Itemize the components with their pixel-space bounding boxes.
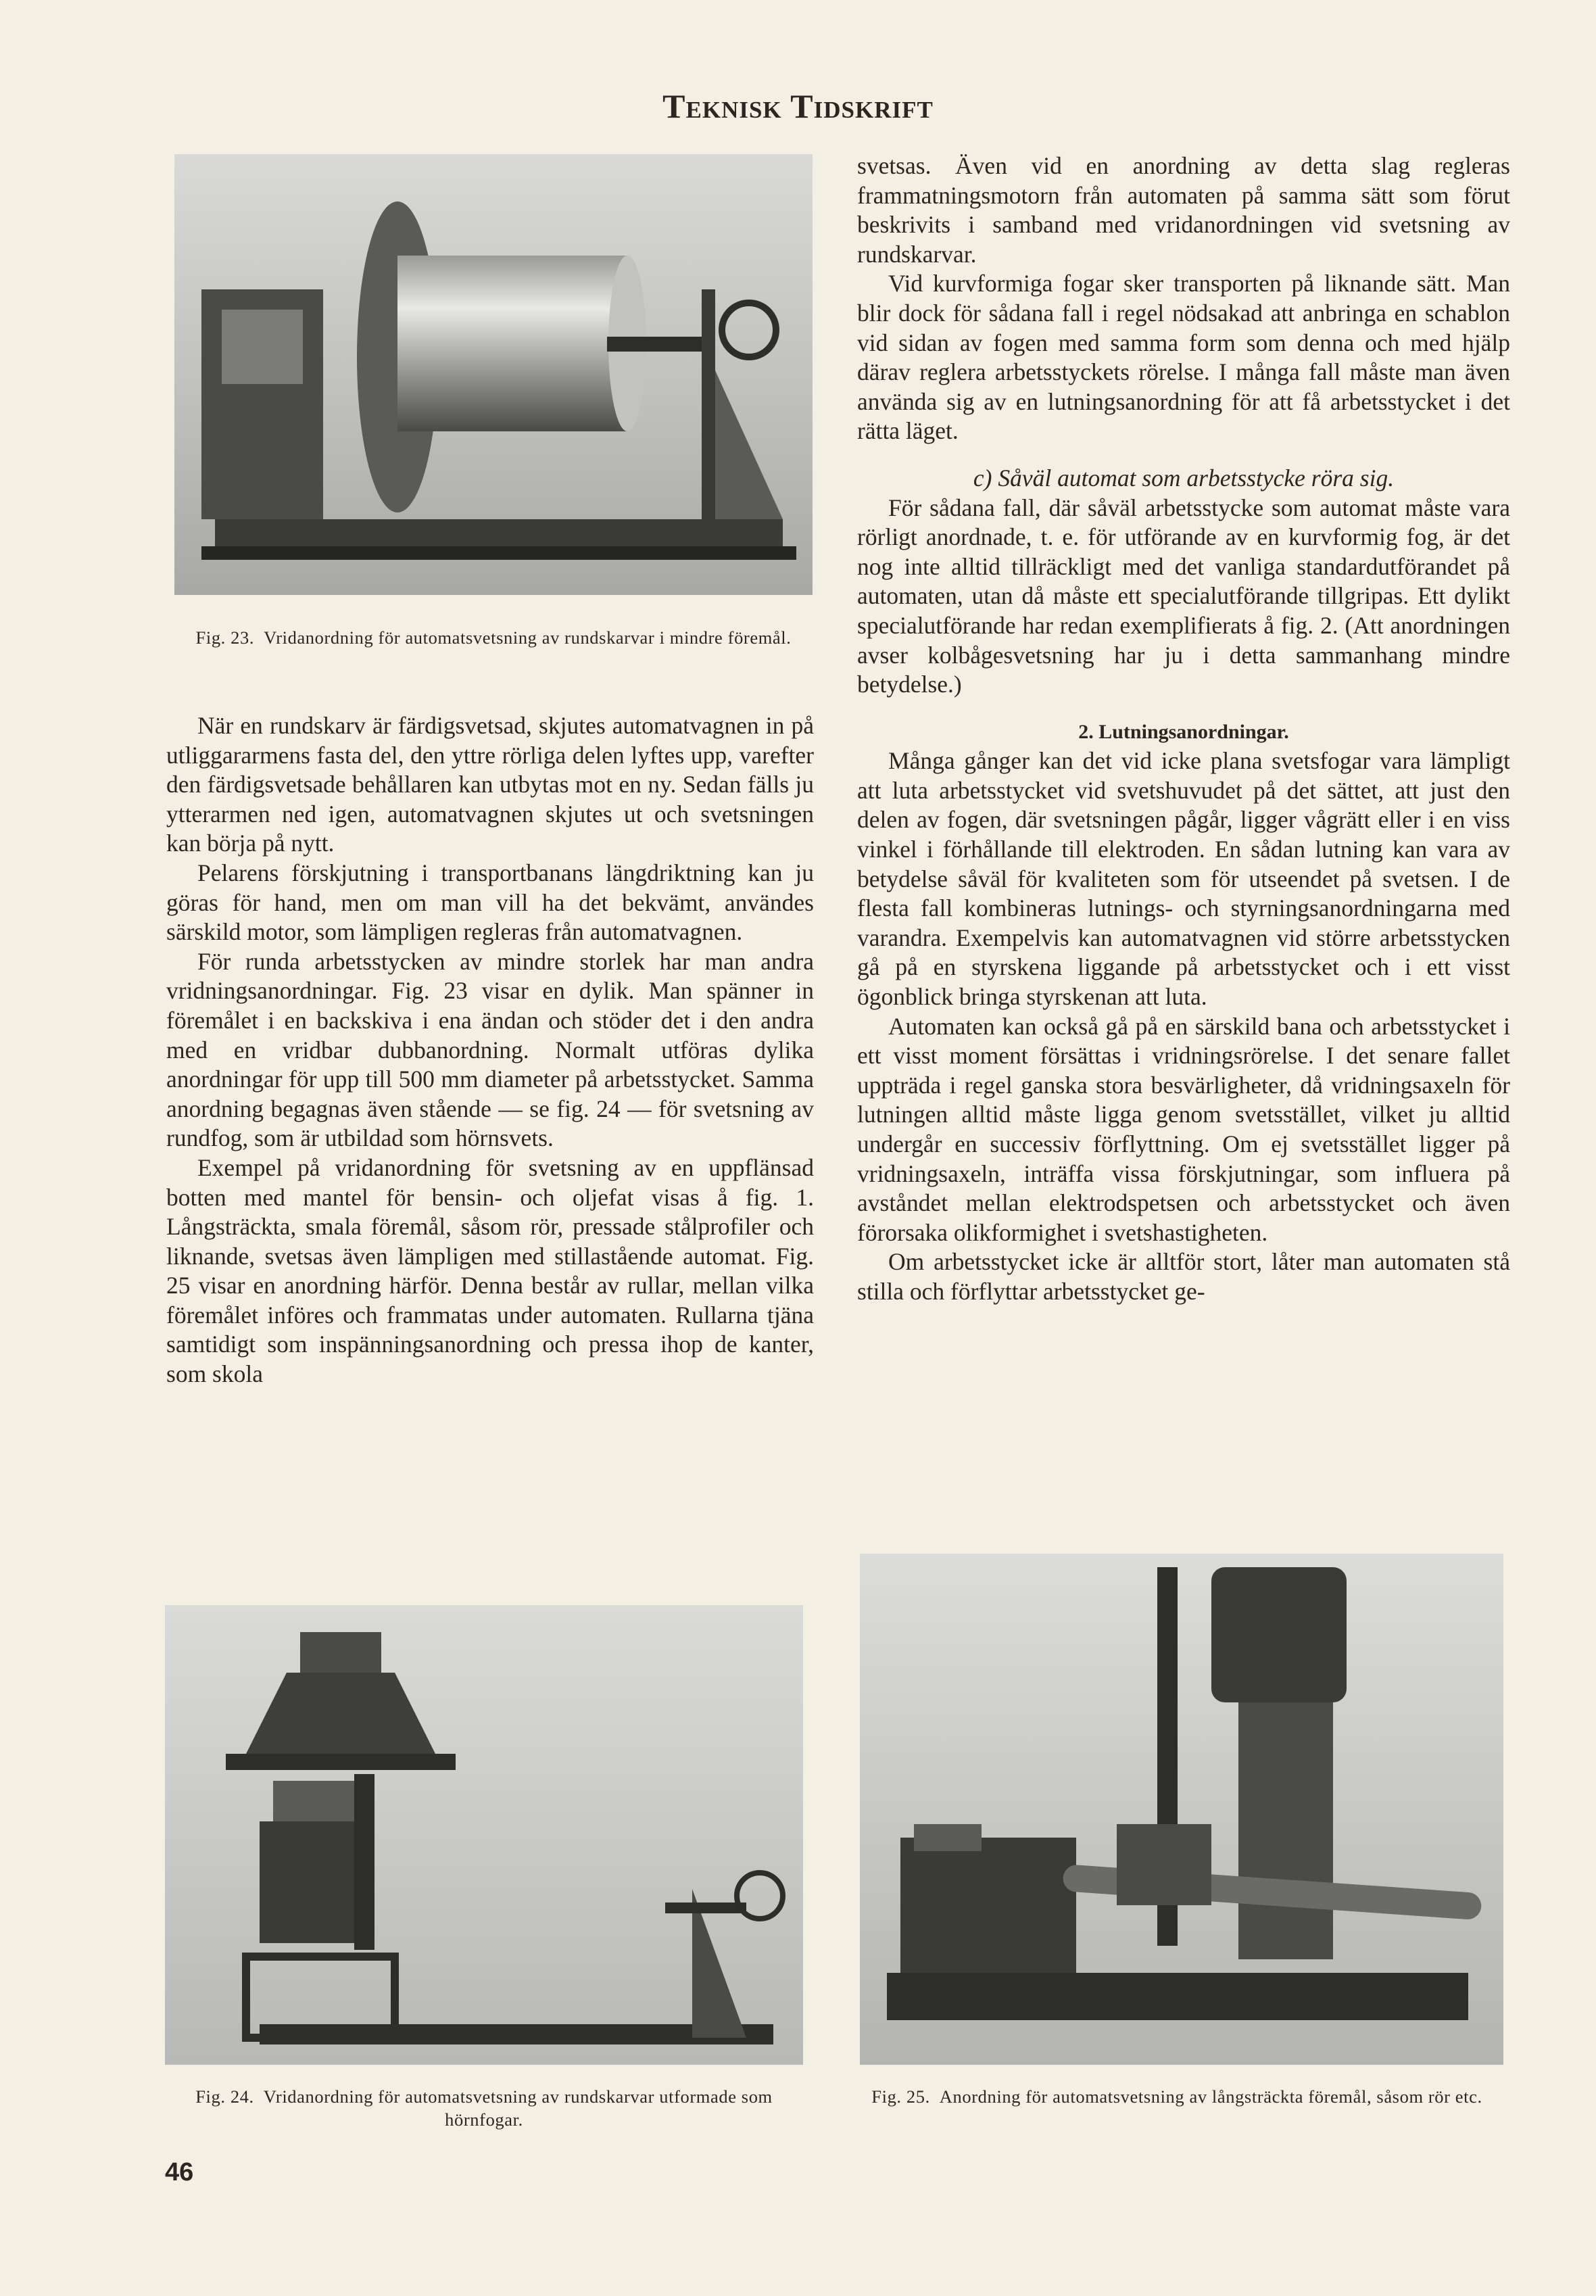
right-paragraph: Många gånger kan det vid icke plana svetsfogar vara lämpligt att luta arbetsstycket vid svetshuvudet på det sättet, att just den delen av fogen, där svetsningen pågår, ligger vågrätt eller i en viss vinkel i förhållande till elektroden. En sådan lutning kan vara av betydelse såväl för kvaliteten som för utseendet på svetsen. I de flesta fall kombineras lutnings- och styrningsanordningarna med varandra. Exempelvis kan automatvagnen vid större arbetsstycken gå på en styrskena liggande på arbetsstycket och i ett visst ögonblick bringa styrskenan att luta. bbox=[857, 747, 1510, 1011]
fig24-photo bbox=[165, 1605, 803, 2065]
left-paragraph: Exempel på vridanordning för svetsning av en uppflänsad botten med mantel för bensin- och oljefat visas å fig. 1. Långsträckta, smala föremål, såsom rör, pressade stålprofiler och liknande, svetsas även lämpligen med stillastående automat. Fig. 25 visar en anordning härför. Denna består av rullar, mellan vilka föremålet införes och frammatas under automaten. Rullarna tjäna samtidigt som inspänningsanordning och pressa ihop de kanter, som skola bbox=[166, 1153, 814, 1388]
section-heading-2: 2. Lutningsanordningar. bbox=[1078, 720, 1289, 743]
fig25-caption bbox=[850, 2085, 1503, 2108]
fig24-text: Vridanordning för automatsvetsning av rundskarvar utformade som hörnfogar. bbox=[263, 2086, 773, 2130]
left-column bbox=[166, 711, 814, 1389]
left-paragraph: När en rundskarv är färdigsvetsad, skjutes automatvagnen in på utliggararmens fasta del, den yttre rörliga delen lyftes upp, varefter den färdigsvetsade behållaren kan utbytas mot en ny. Sedan fälls ju ytterarmen ned igen, automatvagnen skjutes ut och svetsningen kan börja på nytt. bbox=[166, 712, 814, 857]
fig24-label: Fig. 24. bbox=[195, 2086, 254, 2107]
fig23-text: Vridanordning för automatsvetsning av rundskarvar i mindre föremål. bbox=[264, 627, 792, 648]
fig23-photo bbox=[174, 154, 813, 595]
right-paragraph: svetsas. Även vid en anordning av detta slag regleras frammatningsmotorn från automaten på samma sätt som förut beskrivits i samband med vridanordningen vid svetsning av rundskarvar. bbox=[857, 152, 1510, 268]
fig23-label: Fig. 23. bbox=[195, 627, 255, 648]
right-paragraph: Om arbetsstycket icke är alltför stort, låter man automaten stå stilla och förflyttar arbetsstycket ge- bbox=[857, 1248, 1510, 1305]
fig25-text: Anordning för automatsvetsning av långsträckta föremål, såsom rör etc. bbox=[939, 2086, 1482, 2107]
page-number: 46 bbox=[165, 2158, 194, 2186]
fig25-label: Fig. 25. bbox=[871, 2086, 930, 2107]
left-paragraph: Pelarens förskjutning i transportbanans längdriktning kan ju göras för hand, men om man vill ha det bekvämt, användes särskild motor, som lämpligen regleras från automatvagnen. bbox=[166, 859, 814, 946]
journal-title: Teknisk Tidskrift bbox=[662, 87, 934, 125]
section-heading-c: c) Såväl automat som arbetsstycke röra sig. bbox=[973, 464, 1395, 492]
fig24-caption bbox=[165, 2085, 803, 2131]
right-column bbox=[857, 151, 1510, 1307]
right-paragraph: För sådana fall, där såväl arbetsstycke som automat måste vara rörligt anordnade, t. e. för utförande av en kurvformig fog, är det nog inte alltid tillräckligt med det vanliga standardutförandet på automaten, utan då måste ett specialutförande tillgripas. Ett dylikt specialutförande har redan exemplifierats å fig. 2. (Att anordningen avser kolbågesvetsning har ju i detta sammanhang mindre betydelse.) bbox=[857, 494, 1510, 698]
right-paragraph: Vid kurvformiga fogar sker transporten på liknande sätt. Man blir dock för sådana fall i regel nödsakad att anbringa en schablon vid sidan av fogen med samma form som denna och med hjälp därav reglera arbetsstyckets rörelse. I många fall måste man även använda sig av en lutningsanordning för att få arbetsstycket i det rätta läget. bbox=[857, 270, 1510, 445]
fig23-caption bbox=[174, 626, 813, 649]
right-paragraph: Automaten kan också gå på en särskild bana och arbetsstycket i ett visst moment försättas i vridningsrörelse. I det senare fallet uppträda i regel ganska stora besvärligheter, då vridningsaxeln för lutningen alltid måste ligga genom svetsstället, vilket ju alltid undergår en successiv förflyttning. Om ej svetsstället ligger på vridningsaxeln, inträffa vissa förskjutningar, som influera på avståndet mellan elektrodspetsen och arbetsstycket och även förorsaka olikformighet i svetshastigheten. bbox=[857, 1012, 1510, 1246]
left-paragraph: För runda arbetsstycken av mindre storlek har man andra vridningsanordningar. Fig. 23 visar en dylik. Man spänner in föremålet i en backskiva i ena ändan och stöder det i den andra med en vridbar dubbanordning. Normalt utföras dylika anordningar för upp till 500 mm diameter på arbetsstycket. Samma anordning begagnas även stående — se fig. 24 — för svetsning av rundfog, som är utbildad som hörnsvets. bbox=[166, 947, 814, 1152]
fig25-photo bbox=[860, 1554, 1503, 2065]
